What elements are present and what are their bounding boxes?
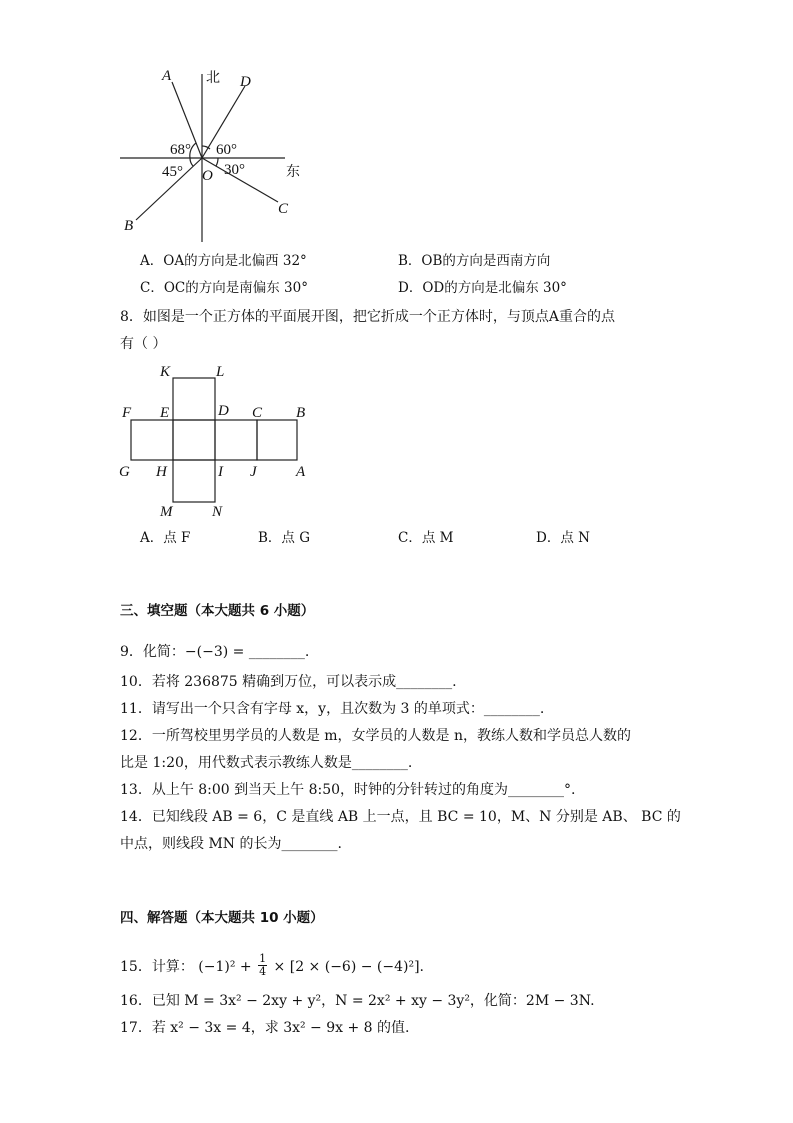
net-face-top bbox=[173, 378, 215, 420]
q14-line2: 中点，则线段 MN 的长为________. bbox=[120, 836, 342, 852]
q11: 11．请写出一个只含有字母 x，y，且次数为 3 的单项式：________. bbox=[120, 701, 545, 717]
q13: 13．从上午 8:00 到当天上午 8:50，时钟的分针转过的角度为________°. bbox=[120, 782, 576, 798]
q17: 17．若 x² − 3x = 4，求 3x² − 9x + 8 的值. bbox=[120, 1020, 410, 1036]
q8-option-d: D．点 N bbox=[536, 530, 590, 546]
net-face-dcji bbox=[215, 420, 257, 460]
angle-68: 68° bbox=[170, 142, 191, 158]
net-label-m: M bbox=[160, 504, 173, 520]
label-b: B bbox=[124, 218, 134, 234]
q7-option-d: D．OD的方向是北偏东 30° bbox=[398, 280, 567, 296]
label-north: 北 bbox=[206, 70, 220, 86]
q7-option-a: A．OA的方向是北偏西 32° bbox=[140, 253, 307, 269]
q8-stem-line2: 有（ ） bbox=[120, 336, 167, 352]
angle-arc-45 bbox=[190, 158, 193, 166]
net-label-e: E bbox=[160, 405, 170, 421]
net-face-bottom bbox=[173, 460, 215, 502]
net-label-i: I bbox=[218, 464, 223, 480]
net-label-g: G bbox=[119, 464, 130, 480]
q15-frac-den: 4 bbox=[259, 964, 267, 978]
net-face-edih bbox=[173, 420, 215, 460]
q15-fraction bbox=[258, 953, 267, 977]
net-label-k: K bbox=[160, 364, 171, 380]
net-label-j: J bbox=[250, 464, 257, 480]
q15-expr-a: (−1)² + bbox=[198, 959, 252, 976]
net-label-d: D bbox=[218, 403, 229, 419]
angle-arc-30 bbox=[216, 158, 218, 166]
angle-30: 30° bbox=[224, 162, 245, 178]
q15 bbox=[120, 952, 425, 979]
q10: 10．若将 236875 精确到万位，可以表示成________. bbox=[120, 674, 457, 690]
q15-frac-num: 1 bbox=[259, 952, 267, 965]
q9: 9．化简：−(−3) = ________. bbox=[120, 644, 310, 660]
net-face-fehg bbox=[131, 420, 173, 460]
section3-title: 三、填空题（本大题共 6 小题） bbox=[120, 603, 315, 619]
q7-option-b: B．OB的方向是西南方向 bbox=[398, 253, 551, 269]
compass-diagram bbox=[0, 0, 793, 260]
section4-title: 四、解答题（本大题共 10 小题） bbox=[120, 910, 324, 926]
net-label-n: N bbox=[212, 504, 223, 520]
q15-prefix: 15．计算： bbox=[120, 959, 194, 976]
q8-option-b: B．点 G bbox=[258, 530, 310, 546]
q12-line1: 12．一所驾校里男学员的人数是 m，女学员的人数是 n，教练人数和学员总人数的 bbox=[120, 728, 632, 744]
net-label-c: C bbox=[252, 405, 263, 421]
q7-option-c: C．OC的方向是南偏东 30° bbox=[140, 280, 308, 296]
q14-line1: 14．已知线段 AB = 6，C 是直线 AB 上一点，且 BC = 10，M、N 分别是 AB、 BC 的 bbox=[120, 809, 681, 825]
q8-option-a: A．点 F bbox=[140, 530, 191, 546]
label-east: 东 bbox=[286, 164, 300, 180]
cube-net-diagram bbox=[0, 360, 793, 530]
label-o: O bbox=[202, 168, 213, 184]
net-label-a: A bbox=[296, 464, 306, 480]
net-label-f: F bbox=[122, 405, 132, 421]
angle-45: 45° bbox=[162, 164, 183, 180]
q8-stem-line1: 8．如图是一个正方体的平面展开图，把它折成一个正方体时，与顶点A重合的点 bbox=[120, 309, 616, 325]
angle-60: 60° bbox=[216, 142, 237, 158]
net-label-l: L bbox=[216, 364, 225, 380]
net-face-cbaj bbox=[257, 420, 297, 460]
net-label-b: B bbox=[296, 405, 306, 421]
q12-line2: 比是 1:20，用代数式表示教练人数是________. bbox=[120, 755, 413, 771]
q16: 16．已知 M = 3x² − 2xy + y²，N = 2x² + xy − 3y²，化简：2M − 3N. bbox=[120, 993, 595, 1009]
label-d: D bbox=[240, 74, 251, 90]
label-a: A bbox=[162, 68, 172, 84]
q15-expr-b: × [2 × (−6) − (−4)²]. bbox=[273, 959, 425, 976]
label-c: C bbox=[278, 201, 289, 217]
net-label-h: H bbox=[156, 464, 167, 480]
q8-option-c: C．点 M bbox=[398, 530, 454, 546]
